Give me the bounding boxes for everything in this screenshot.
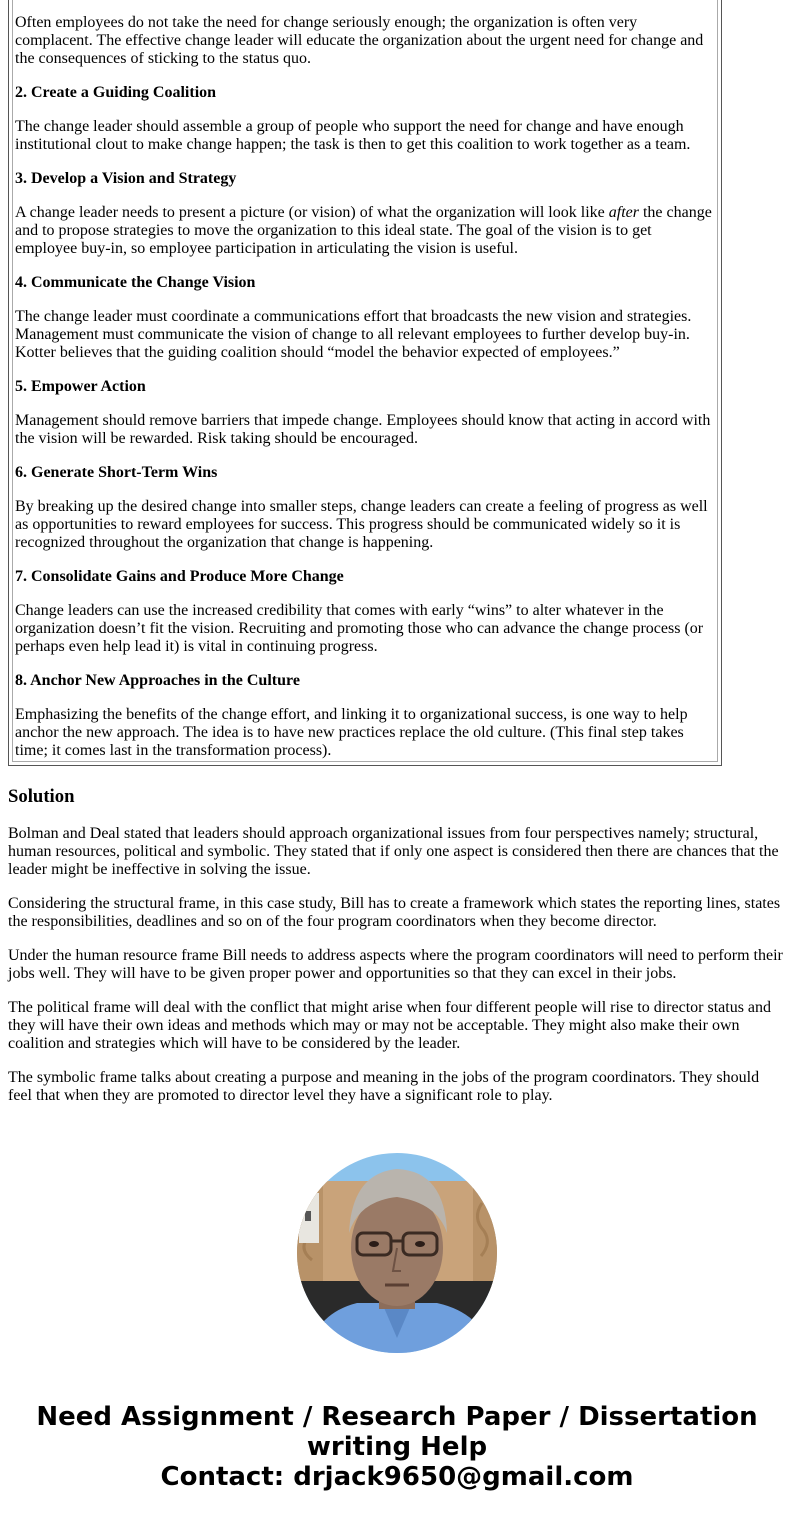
step-body-7: Change leaders can use the increased credibility that comes with early “wins” to alter whatever in the organization doesn’t fit the vision. Recruiting and promoting those who can advance the change process (or perhaps even help lead it) is vital in continuing progress. <box>15 602 704 655</box>
step-body-5: Management should remove barriers that impede change. Employees should know that acting in accord with the vision will be rewarded. Risk taking should be encouraged. <box>15 412 711 447</box>
step-body-3-text-b: the change and to propose strategies to move the organization to this ideal state. The goal of the vision is to get employee buy-in, so employee participation in articulating the vision is useful. <box>15 204 712 257</box>
solution-paragraph-3: Under the human resource frame Bill needs to address aspects where the program coordinators will need to perform their jobs well. They will have to be given proper power and opportunities so that they can excel in their jobs. <box>8 947 783 982</box>
step-heading-3: 3. Develop a Vision and Strategy <box>15 170 237 187</box>
step-body-3 <box>15 204 716 258</box>
contact-banner-line-3: Contact: drjack9650@gmail.com <box>160 1462 634 1492</box>
step-body-6: By breaking up the desired change into smaller steps, change leaders can create a feeling of progress as well as opportunities to reward employees for success. This progress should be communicated widely so it is recognized throughout the organization that change is happening. <box>15 498 708 551</box>
step-body-1: Often employees do not take the need for change seriously enough; the organization is often very complacent. The effective change leader will educate the organization about the urgent need for change and the consequences of sticking to the status quo. <box>15 14 704 67</box>
step-body-3-text-a: A change leader needs to present a picture (or vision) of what the organization will look like <box>15 204 609 221</box>
solution-paragraph-2: Considering the structural frame, in this case study, Bill has to create a framework which states the reporting lines, states the responsibilities, deadlines and so on of the four program coordinators when they become director. <box>8 895 781 930</box>
step-heading-2: 2. Create a Guiding Coalition <box>15 84 217 101</box>
step-body-3-emphasis: after <box>608 204 639 221</box>
person-portrait-icon <box>297 1153 497 1353</box>
step-heading-8: 8. Anchor New Approaches in the Culture <box>15 672 300 689</box>
solution-section <box>8 786 786 1105</box>
step-heading-4: 4. Communicate the Change Vision <box>15 274 256 291</box>
solution-paragraph-5: The symbolic frame talks about creating a purpose and meaning in the jobs of the program coordinators. They should feel that when they are promoted to director level they have a significant role to play. <box>8 1069 760 1104</box>
step-body-4: The change leader must coordinate a communications effort that broadcasts the new vision and strategies. Management must communicate the vision of change to all relevant employees to further develop buy-in. Kotter believes that the guiding coalition should “model the behavior expected of employees.” <box>15 308 692 361</box>
document-page <box>8 0 786 1105</box>
solution-title: Solution <box>8 786 75 807</box>
contact-banner-line-1: Need Assignment / Research Paper / Dissertation <box>36 1402 758 1432</box>
kotter-steps-table <box>8 0 722 766</box>
step-heading-5: 5. Empower Action <box>15 378 146 395</box>
step-heading-7: 7. Consolidate Gains and Produce More Change <box>15 568 344 585</box>
step-body-8: Emphasizing the benefits of the change effort, and linking it to organizational success, is one way to help anchor the new approach. The idea is to have new practices replace the old culture. (This final step takes time; it comes last in the transformation process). <box>15 706 688 759</box>
solution-paragraph-4: The political frame will deal with the conflict that might arise when four different people will rise to director status and they will have their own ideas and methods which may or may not be acceptable. They might also make their own coalition and strategies which will have to be considered by the leader. <box>8 999 772 1052</box>
solution-paragraph-1: Bolman and Deal stated that leaders should approach organizational issues from four perspectives namely; structural, human resources, political and symbolic. They stated that if only one aspect is considered then there are chances that the leader might be ineffective in solving the issue. <box>8 825 779 878</box>
step-body-2: The change leader should assemble a group of people who support the need for change and have enough institutional clout to make change happen; the task is then to get this coalition to work together as a team. <box>15 118 691 153</box>
kotter-steps-cell <box>12 0 718 762</box>
contact-banner-line-2: writing Help <box>306 1432 488 1462</box>
author-avatar <box>297 1153 497 1353</box>
contact-banner <box>0 1402 794 1492</box>
step-heading-6: 6. Generate Short-Term Wins <box>15 464 218 481</box>
